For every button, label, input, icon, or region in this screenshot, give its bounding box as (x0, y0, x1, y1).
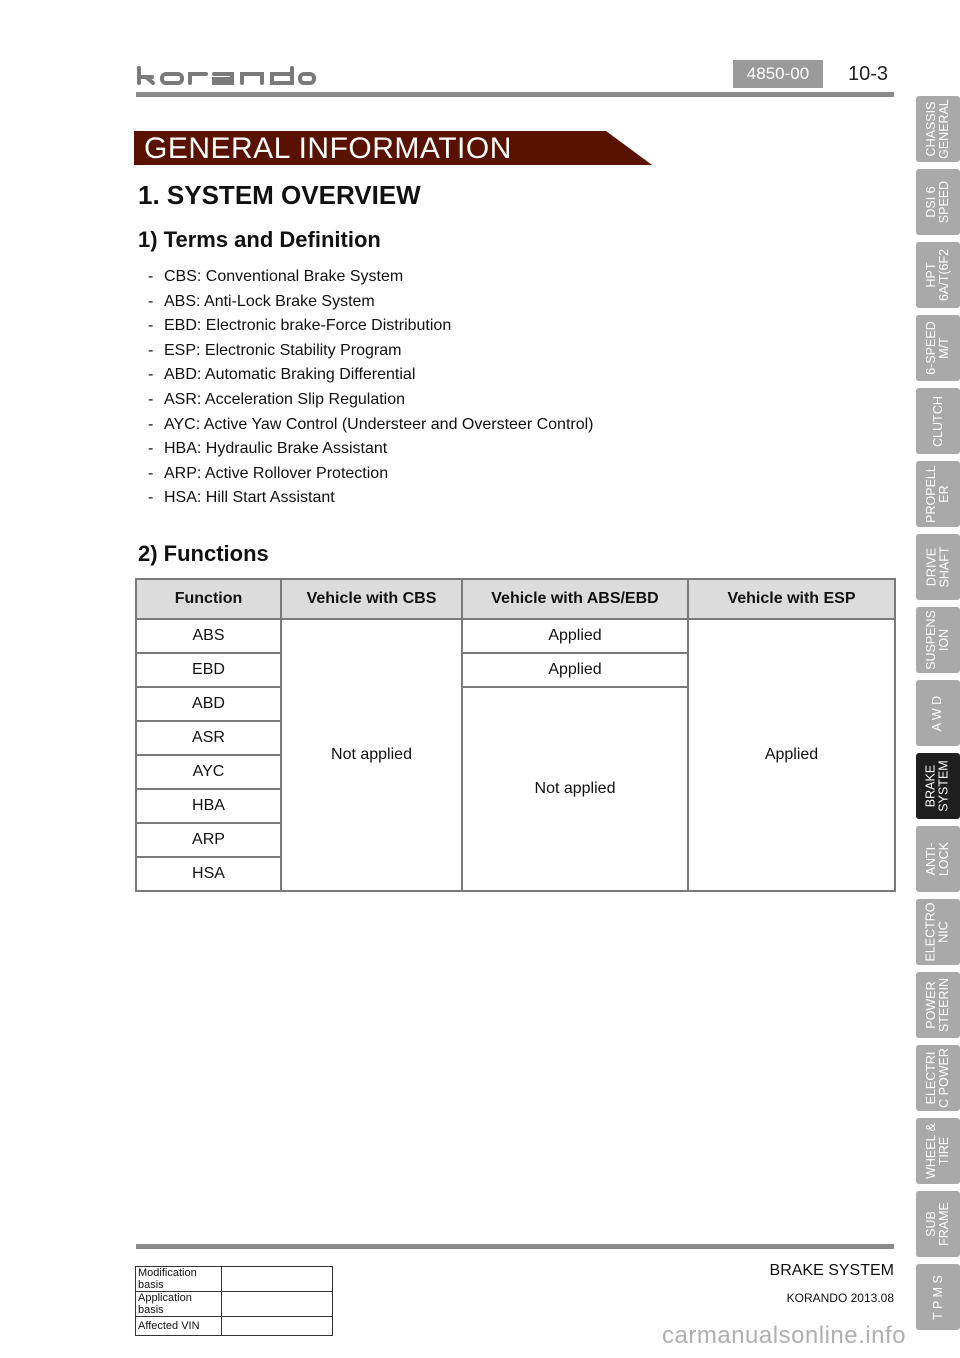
function-cell: AYC (136, 755, 281, 789)
tab-hpt-6at[interactable]: HPT 6A/T(6F2 (916, 242, 960, 308)
mod-label: Affected VIN (136, 1317, 222, 1336)
column-header: Vehicle with ESP (688, 579, 895, 619)
terms-list (148, 265, 594, 511)
tab-electronic[interactable]: ELECTRO NIC (916, 899, 960, 965)
tab-sub-frame[interactable]: SUB FRAME (916, 1191, 960, 1257)
header-rule (136, 92, 894, 97)
tab-6-speed-mt[interactable]: 6-SPEED M/T (916, 315, 960, 381)
footer-subtitle: KORANDO 2013.08 (786, 1291, 894, 1305)
functions-heading: 2) Functions (138, 541, 269, 566)
tab-wheel-tire[interactable]: WHEEL & TIRE (916, 1118, 960, 1184)
column-header: Function (136, 579, 281, 619)
function-cell: HSA (136, 857, 281, 891)
footer-title: BRAKE SYSTEM (769, 1262, 894, 1279)
cbs-cell: Not applied (281, 619, 462, 891)
abs-ebd-cell: Not applied (462, 687, 688, 891)
tab-suspension[interactable]: SUSPENS ION (916, 607, 960, 673)
tab-chassis-general[interactable]: CHASSIS GENERAL (916, 96, 960, 162)
table-row (136, 619, 895, 653)
table-header-row (136, 579, 895, 619)
tab-clutch[interactable]: CLUTCH (916, 388, 960, 454)
mod-value (222, 1317, 333, 1336)
list-item: - ABS: Anti-Lock Brake System (148, 292, 375, 310)
column-header: Vehicle with ABS/EBD (462, 579, 688, 619)
mod-label: Modification basis (136, 1267, 222, 1292)
modification-table (135, 1266, 333, 1336)
functions-table (135, 578, 896, 892)
esp-cell: Applied (688, 619, 895, 891)
column-header: Vehicle with CBS (281, 579, 462, 619)
korando-logo (136, 66, 316, 86)
table-row (136, 1317, 333, 1336)
list-item: - HSA: Hill Start Assistant (148, 489, 335, 507)
list-item: - EBD: Electronic brake-Force Distribution (148, 317, 452, 335)
function-cell: ASR (136, 721, 281, 755)
list-item: - ESP: Electronic Stability Program (148, 341, 402, 359)
function-cell: ABD (136, 687, 281, 721)
function-cell: EBD (136, 653, 281, 687)
tab-drive-shaft[interactable]: DRIVE SHAFT (916, 534, 960, 600)
tab-dsi-6-speed[interactable]: DSI 6 SPEED (916, 169, 960, 235)
list-item: - ARP: Active Rollover Protection (148, 464, 389, 482)
mod-label: Application basis (136, 1292, 222, 1317)
tab-power-steering[interactable]: POWER STEERIN (916, 972, 960, 1038)
tab-electric-power[interactable]: ELECTRI C POWER (916, 1045, 960, 1111)
mod-value (222, 1292, 333, 1317)
abs-ebd-cell: Applied (462, 653, 688, 687)
page-number: 10-3 (848, 63, 889, 85)
abs-ebd-cell: Applied (462, 619, 688, 653)
list-item: - ASR: Acceleration Slip Regulation (148, 390, 406, 408)
list-item: - CBS: Conventional Brake System (148, 268, 404, 285)
tab-anti-lock[interactable]: ANTI- LOCK (916, 826, 960, 892)
list-item: - AYC: Active Yaw Control (Understeer and Oversteer Control) (148, 415, 594, 433)
function-cell: ABS (136, 619, 281, 653)
list-item: - HBA: Hydraulic Brake Assistant (148, 440, 388, 458)
watermark: carmanualsonline.info (662, 1322, 906, 1349)
tab-awd[interactable]: A W D (916, 680, 960, 746)
table-row (136, 1292, 333, 1317)
section-code-badge: 4850-00 (733, 60, 823, 88)
function-cell: ARP (136, 823, 281, 857)
tab-tpms[interactable]: T P M S (916, 1264, 960, 1330)
function-cell: HBA (136, 789, 281, 823)
footer-rule (136, 1244, 894, 1249)
mod-value (222, 1267, 333, 1292)
section-title: 1. SYSTEM OVERVIEW (138, 180, 421, 210)
banner-title: GENERAL INFORMATION (144, 132, 512, 165)
terms-heading: 1) Terms and Definition (138, 227, 381, 252)
tab-brake-system[interactable]: BRAKE SYSTEM (916, 753, 960, 819)
table-row (136, 1267, 333, 1292)
tab-propeller[interactable]: PROPELL ER (916, 461, 960, 527)
list-item: - ABD: Automatic Braking Differential (148, 366, 416, 384)
